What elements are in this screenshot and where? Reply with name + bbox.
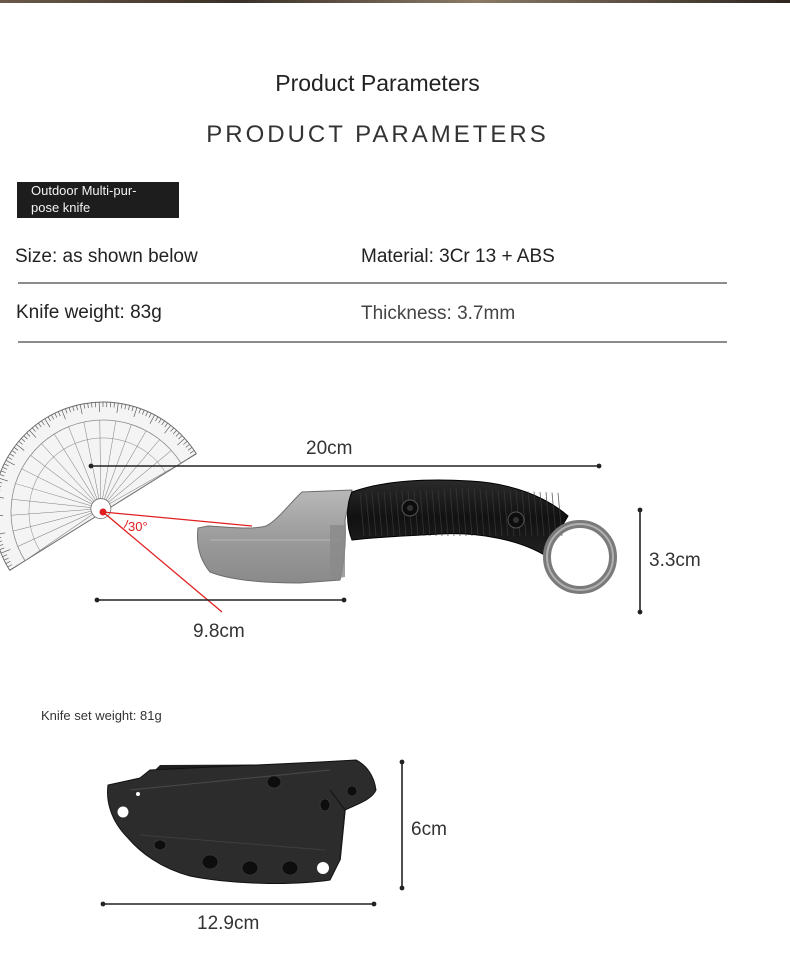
sheath-height-label: 6cm: [411, 819, 447, 840]
sheath-graphic: [108, 760, 376, 883]
blade-length-label: 9.8cm: [193, 621, 245, 642]
sheath-weight-label: Knife set weight: 81g: [41, 708, 162, 723]
product-tag-line-1: Outdoor Multi-pur-: [31, 183, 137, 198]
param-thickness: Thickness: 3.7mm: [361, 303, 516, 324]
param-material: Material: 3Cr 13 + ABS: [361, 246, 555, 267]
height-label: 3.3cm: [649, 550, 701, 571]
page-subtitle: PRODUCT PARAMETERS: [206, 121, 549, 148]
angle-line-2: [103, 512, 252, 526]
protractor-graphic: [0, 360, 199, 575]
length-label: 20cm: [306, 438, 353, 459]
knife-blade: [198, 490, 353, 583]
sheath-length-label: 12.9cm: [197, 913, 260, 934]
product-tag-line-2: pose knife: [31, 200, 91, 215]
param-size: Size: as shown below: [15, 246, 198, 267]
angle-label: 30°: [128, 519, 148, 534]
param-weight: Knife weight: 83g: [16, 302, 162, 323]
page-title: Product Parameters: [275, 70, 480, 96]
